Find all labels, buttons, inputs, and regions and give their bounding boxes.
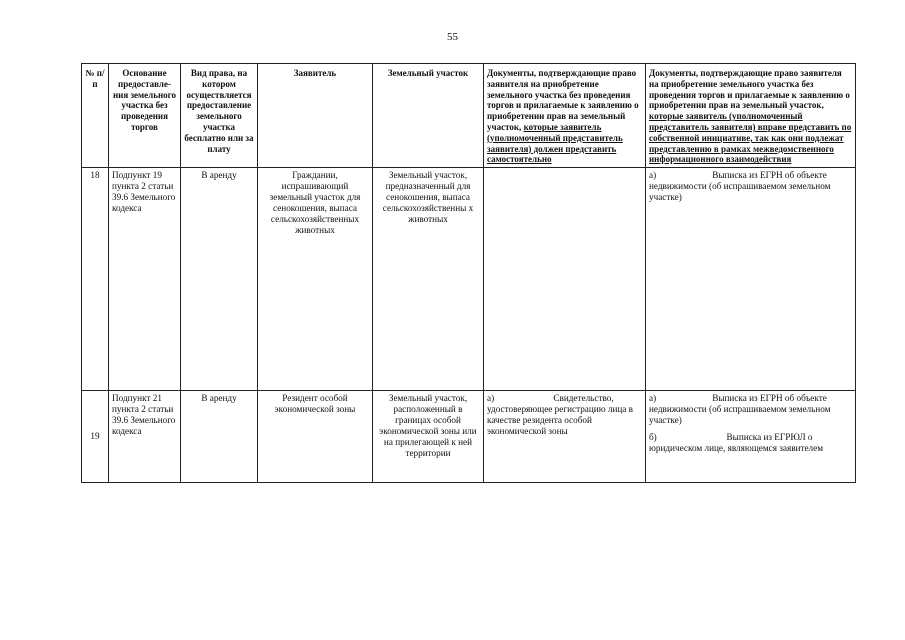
- header-docs-required-text: Документы, подтверждающие право заявителя на приобретение земельного участка без проведения торгов и прилагаемые к заявлению о приобретении прав на земельный участок,: [487, 68, 639, 132]
- row-applicant: Резидент особой экономической зоны: [258, 391, 373, 483]
- doc-item-marker: а): [649, 393, 657, 404]
- row-docs-required: [484, 391, 646, 483]
- row-docs-optional: [646, 391, 856, 483]
- doc-item-marker: б): [649, 432, 657, 443]
- doc-item-marker: а): [487, 393, 495, 404]
- table-header-row: [82, 64, 856, 168]
- row-right-type: В аренду: [181, 391, 258, 483]
- header-docs-required-underlined: которые заявитель (уполномоченный представитель заявителя) должен представить самостоятельно: [487, 121, 623, 165]
- header-docs-optional-underlined: которые заявитель (уполномоченный представитель заявителя) вправе представить по собственной инициативе, так как они подлежат представлению в рамках межведомственного информационного взаимодействия: [649, 111, 852, 165]
- header-docs-required: [484, 64, 646, 168]
- doc-list-item: [487, 393, 642, 437]
- row-land: Земельный участок, расположенный в границах особой экономической зоны или на прилегающей к ней территории: [373, 391, 484, 483]
- doc-item-text: Выписка из ЕГРН об объекте: [712, 170, 827, 181]
- table-row: [82, 391, 856, 483]
- header-docs-optional-text: Документы, подтверждающие право заявителя на приобретение земельного участка без проведения торгов и прилагаемые к заявлению о приобретении прав на земельный участок,: [649, 68, 850, 111]
- row-right-type: В аренду: [181, 168, 258, 391]
- land-allocation-table: [81, 63, 856, 483]
- row-basis: Подпункт 19 пункта 2 статьи 39.6 Земельного кодекса: [109, 168, 181, 391]
- row-basis: Подпункт 21 пункта 2 статьи 39.6 Земельного кодекса: [109, 391, 181, 483]
- doc-item-text: Выписка из ЕГРН об объекте: [712, 393, 827, 404]
- doc-item-marker: а): [649, 170, 657, 181]
- header-land: Земельный участок: [373, 64, 484, 168]
- doc-item-continuation: недвижимости (об испрашиваемом земельном участке): [649, 404, 831, 426]
- header-basis: Основание предоставления земельного участка без проведения торгов: [109, 64, 181, 168]
- table-row: [82, 168, 856, 391]
- row-docs-optional: [646, 168, 856, 391]
- row-num: 19: [82, 391, 109, 483]
- row-num: 18: [82, 168, 109, 391]
- doc-item-text: Свидетельство,: [553, 393, 614, 404]
- header-num: № п/п: [82, 64, 109, 168]
- doc-list-item: [649, 393, 852, 426]
- row-applicant: Граждании, испрашивающий земельный участок для сенокошения, выпаса сельскохозяйственных животных: [258, 168, 373, 391]
- doc-item-continuation: юридическом лице, являющемся заявителем: [649, 443, 824, 454]
- row-docs-required: [484, 168, 646, 391]
- doc-item-continuation: удостоверяющее регистрацию лица в качестве резидента особой экономической зоны: [487, 404, 634, 437]
- header-right-type: Вид права, на котором осуществляется предоставление земельного участка бесплатно или за плату: [181, 64, 258, 168]
- page-number: 55: [447, 31, 458, 43]
- doc-list-item: [649, 170, 852, 203]
- row-land: Земельный участок, предназначенный для сенокошения, выпаса сельскохозяйственны х животных: [373, 168, 484, 391]
- doc-item-continuation: недвижимости (об испрашиваемом земельном участке): [649, 181, 831, 203]
- doc-list-item: [649, 432, 852, 454]
- doc-item-text: Выписка из ЕГРЮЛ о: [726, 432, 813, 443]
- header-applicant: Заявитель: [258, 64, 373, 168]
- header-docs-optional: [646, 64, 856, 168]
